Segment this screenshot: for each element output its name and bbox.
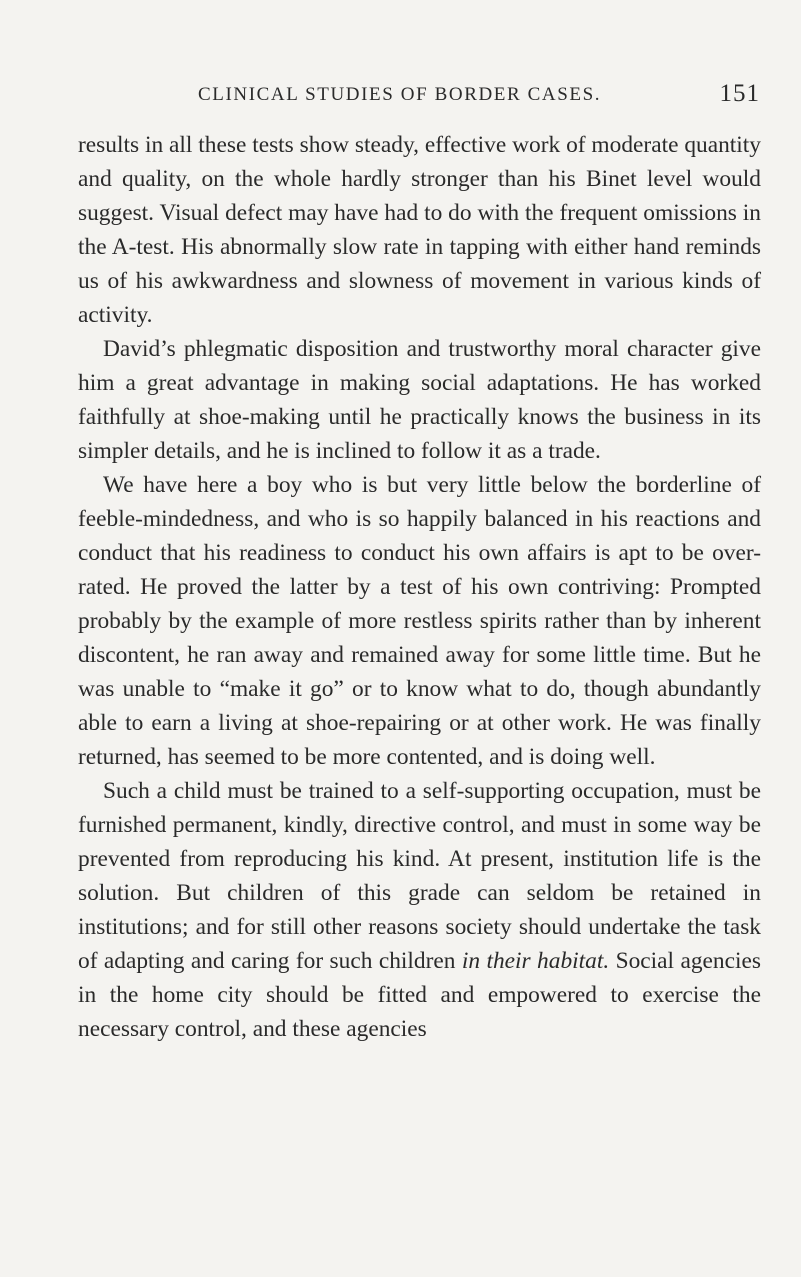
paragraph-2: David’s phlegmatic disposition and trustworthy moral character give him a great advantage in making social adaptations. He has worked faithfully at shoe-making until he practically knows the business in its simpler details, and he is inclined to follow it as a trade. <box>78 336 761 464</box>
paragraph-4-text-after: Social agencies in the home city should be fitted and empowered to exercise the necessary control, and these agencies <box>78 948 761 1042</box>
paragraph-3: We have here a boy who is but very little below the borderline of feeble-mindedness, and who is so happily balanced in his reactions and conduct that his readiness to conduct his own affairs is apt to be over-rated. He proved the latter by a test of his own contriving: Prompted probably by the example of more restless spirits rather than by inherent discontent, he ran away and remained away for some little time. But he was unable to “make it go” or to know what to do, though abundantly able to earn a living at shoe-repairing or at other work. He was finally returned, has seemed to be more contented, and is doing well. <box>78 472 761 770</box>
running-title: CLINICAL STUDIES OF BORDER CASES. <box>198 84 602 105</box>
paragraph-4 <box>78 774 761 1046</box>
paragraph-4-italic-phrase: in their habitat. <box>461 948 610 974</box>
paragraph-1: results in all these tests show steady, effective work of moderate quantity and quality, on the whole hardly stronger than his Binet level would suggest. Visual defect may have had to do with the frequent omissions in the A-test. His abnormally slow rate in tapping with either hand reminds us of his awkwardness and slowness of movement in various kinds of activity. <box>78 132 761 328</box>
running-head <box>78 82 760 112</box>
body-text <box>78 128 761 1046</box>
paragraph-4-text-before: Such a child must be trained to a self-supporting occupation, must be furnished permanent, kindly, directive control, and must in some way be prevented from reproducing his kind. At present, institution life is the solution. But children of this grade can seldom be retained in institutions; and for still other reasons society should undertake the task of adapting and caring for such children <box>78 778 761 974</box>
page-number: 151 <box>719 80 760 107</box>
